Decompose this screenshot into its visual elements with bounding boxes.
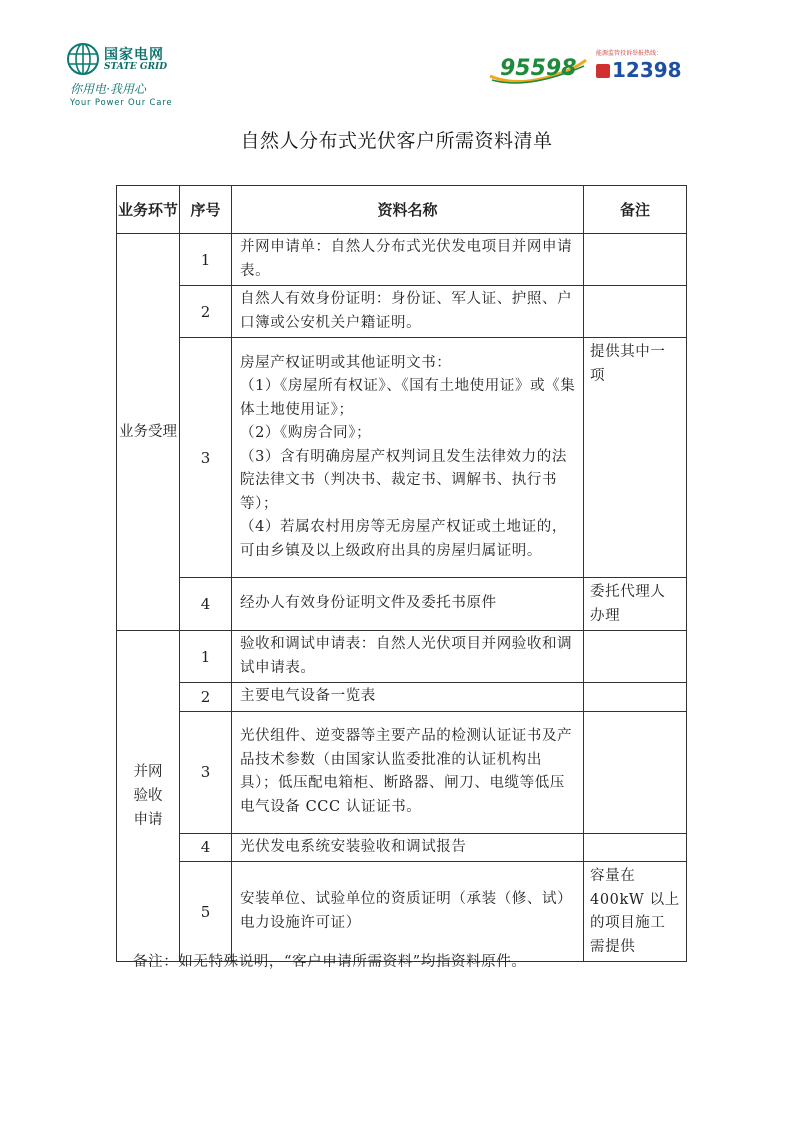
table-row	[117, 711, 687, 833]
name-cell	[232, 338, 584, 578]
table-row	[117, 683, 687, 712]
note-cell	[584, 631, 687, 683]
slogan-english: Your Power Our Care	[70, 98, 173, 108]
hotline-12398-tag: 能源监管投诉举报热线：	[596, 50, 663, 57]
logo-chinese-name: 国家电网	[104, 47, 164, 63]
name-cell: 安装单位、试验单位的资质证明（承装（修、试）电力设施许可证）	[232, 862, 584, 962]
seq-cell: 4	[180, 833, 232, 862]
slogan-chinese: 你用电·我用心	[70, 82, 146, 96]
table-row	[117, 631, 687, 683]
header-note: 备注	[584, 186, 687, 234]
name-cell: 经办人有效身份证明文件及委托书原件	[232, 578, 584, 631]
name-cell: 光伏发电系统安装验收和调试报告	[232, 833, 584, 862]
seq-cell: 2	[180, 683, 232, 712]
seq-cell: 4	[180, 578, 232, 631]
note-cell: 提供其中一项	[584, 338, 687, 578]
name-cell: 光伏组件、逆变器等主要产品的检测认证证书及产品技术参数（由国家认监委批准的认证机构出具）；低压配电箱柜、断路器、闸刀、电缆等低压电气设备 CCC 认证证书。	[232, 711, 584, 833]
name-line: （1）《房屋所有权证》、《国有土地使用证》或《集体土地使用证》；	[240, 378, 576, 418]
seq-cell: 1	[180, 631, 232, 683]
seq-cell: 1	[180, 234, 232, 286]
name-line: （2）《购房合同》；	[240, 425, 372, 442]
name-line: （3）含有明确房屋产权判词且发生法律效力的法院法律文书（判决书、裁定书、调解书、执行书等）；	[240, 448, 567, 512]
header-name: 资料名称	[232, 186, 584, 234]
name-cell: 主要电气设备一览表	[232, 683, 584, 712]
note-cell: 容量在400kW 以上的项目施工需提供	[584, 862, 687, 962]
globe-icon	[66, 42, 100, 76]
document-title: 自然人分布式光伏客户所需资料清单	[240, 130, 553, 152]
header-seq: 序号	[180, 186, 232, 234]
stage-cell-acceptance	[117, 234, 180, 631]
state-grid-logo	[66, 42, 206, 112]
seq-cell: 2	[180, 286, 232, 338]
table-row	[117, 833, 687, 862]
footnote: 备注：如无特殊说明，“客户申请所需资料”均指资料原件。	[133, 954, 527, 970]
hotline-logos	[486, 44, 692, 92]
name-cell: 自然人有效身份证明：身份证、军人证、护照、户口簿或公安机关户籍证明。	[232, 286, 584, 338]
logo-english-name: STATE GRID	[104, 62, 168, 72]
table-row	[117, 286, 687, 338]
note-cell	[584, 833, 687, 862]
hotline-95598-logo	[486, 44, 586, 88]
table-row	[117, 234, 687, 286]
note-cell	[584, 234, 687, 286]
name-line: （4）若属农村用房等无房屋产权证或土地证的，可由乡镇及以上级政府出具的房屋归属证明。	[240, 519, 567, 559]
stage-label: 业务受理	[119, 424, 177, 440]
materials-table	[116, 185, 687, 962]
note-cell	[584, 711, 687, 833]
table-row	[117, 578, 687, 631]
note-cell	[584, 286, 687, 338]
hotline-12398-number: 12398	[612, 58, 682, 82]
table-header-row	[117, 186, 687, 234]
page-header	[0, 0, 793, 120]
stage-label: 并网验收申请	[133, 764, 163, 828]
seq-cell: 3	[180, 338, 232, 578]
table-row	[117, 338, 687, 578]
seq-cell: 5	[180, 862, 232, 962]
name-cell: 验收和调试申请表：自然人光伏项目并网验收和调试申请表。	[232, 631, 584, 683]
note-cell: 委托代理人办理	[584, 578, 687, 631]
phone-icon	[596, 64, 610, 78]
stage-cell-grid-inspection	[117, 631, 180, 962]
hotline-12398-logo	[592, 44, 692, 88]
note-cell	[584, 683, 687, 712]
seq-cell: 3	[180, 711, 232, 833]
hotline-95598-number: 95598	[500, 56, 577, 81]
name-line: 房屋产权证明或其他证明文书：	[240, 354, 452, 371]
header-stage: 业务环节	[117, 186, 180, 234]
table-row	[117, 862, 687, 962]
name-cell: 并网申请单：自然人分布式光伏发电项目并网申请表。	[232, 234, 584, 286]
